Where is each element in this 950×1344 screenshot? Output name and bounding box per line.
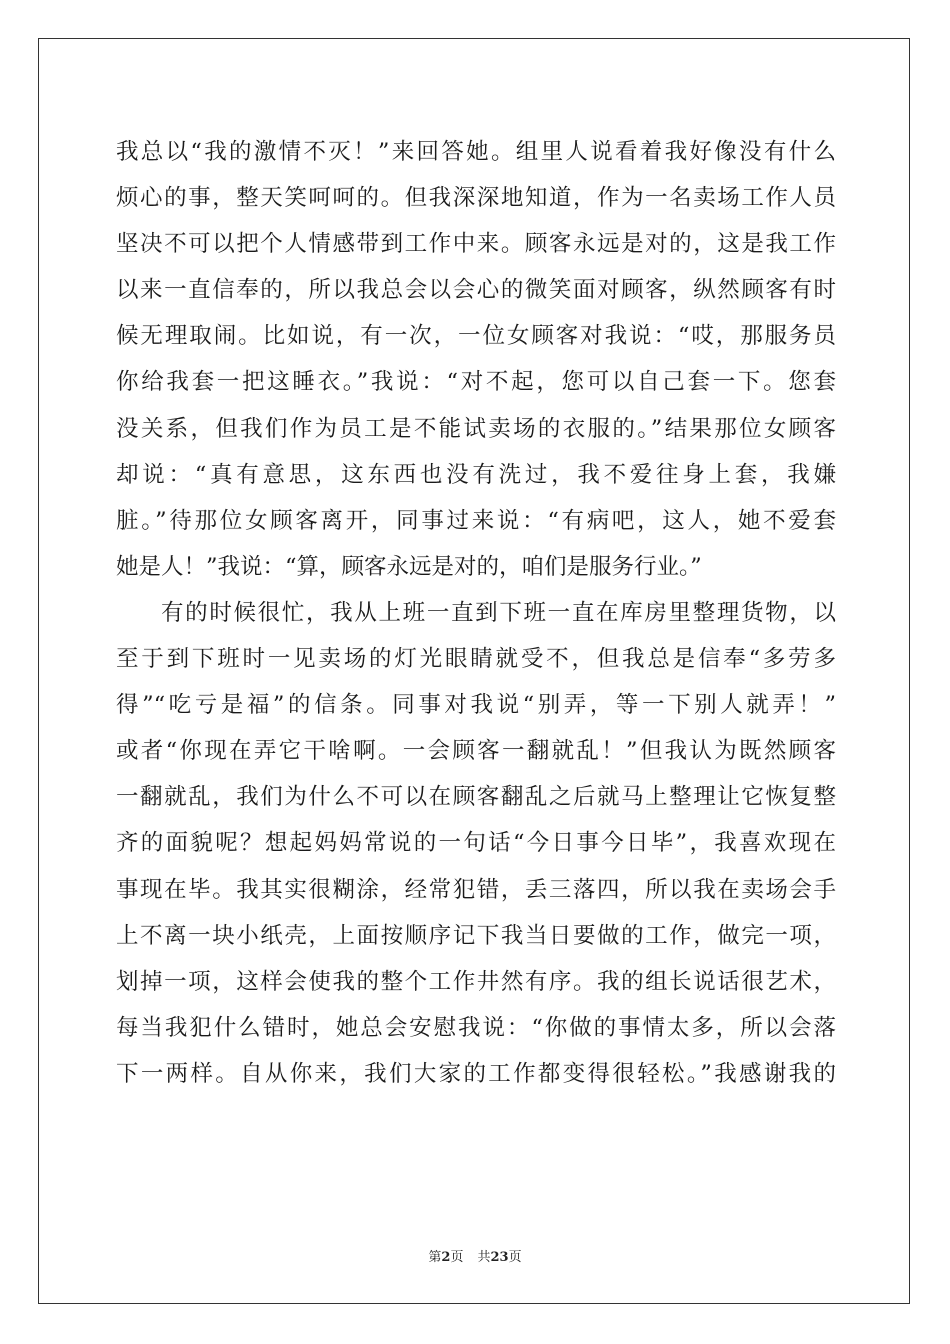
text-line: 上不离一块小纸壳，上面按顺序记下我当日要做的工作，做完一项， [116,922,836,949]
text-line: 你给我套一把这睡衣。”我说：“对不起，您可以自己套一下。您套 [116,369,836,396]
text-line: 每当我犯什么错时，她总会安慰我说：“你做的事情太多，所以会落 [116,1014,836,1041]
page-number: 2 [441,1250,451,1265]
text-line: 没关系，但我们作为员工是不能试卖场的衣服的。”结果那位女顾客 [116,415,836,442]
document-body [116,129,836,1097]
text-line: 她是人！”我说：“算，顾客永远是对的，咱们是服务行业。” [116,553,702,580]
total-pages: 23 [490,1250,509,1265]
text-line: 下一两样。自从你来，我们大家的工作都变得很轻松。”我感谢我的 [116,1060,836,1087]
text-line: 齐的面貌呢？想起妈妈常说的一句话“今日事今日毕”，我喜欢现在 [116,830,836,857]
page-suffix: 页 [450,1250,464,1265]
page-footer [0,1246,950,1265]
text-line: 至于到下班时一见卖场的灯光眼睛就受不，但我总是信奉“多劳多 [116,646,836,673]
text-line: 得”“吃亏是福”的信条。同事对我说“别弄，等一下别人就弄！” [116,692,836,719]
text-line: 坚决不可以把个人情感带到工作中来。顾客永远是对的，这是我工作 [116,231,836,258]
text-line: 烦心的事，整天笑呵呵的。但我深深地知道，作为一名卖场工作人员 [116,185,836,212]
page-prefix: 第 [428,1250,442,1265]
total-prefix: 共 [477,1250,491,1265]
text-line: 脏。”待那位女顾客离开，同事过来说：“有病吧，这人，她不爱套 [116,507,836,534]
text-line: 却说：“真有意思，这东西也没有洗过，我不爱往身上套，我嫌 [116,461,836,488]
text-line: 事现在毕。我其实很糊涂，经常犯错，丢三落四，所以我在卖场会手 [116,876,836,903]
total-suffix: 页 [508,1250,522,1265]
text-line: 或者“你现在弄它干啥啊。一会顾客一翻就乱！”但我认为既然顾客 [116,738,836,765]
text-line: 以来一直信奉的，所以我总会以会心的微笑面对顾客，纵然顾客有时 [116,277,836,304]
text-line: 我总以“我的激情不灭！”来回答她。组里人说看着我好像没有什么 [116,139,836,165]
text-line: 有的时候很忙，我从上班一直到下班一直在库房里整理货物，以 [161,599,836,626]
text-line: 划掉一项，这样会使我的整个工作井然有序。我的组长说话很艺术， [116,968,836,995]
text-line: 候无理取闹。比如说，有一次，一位女顾客对我说：“哎，那服务员 [116,323,836,350]
text-line: 一翻就乱，我们为什么不可以在顾客翻乱之后就马上整理让它恢复整 [116,784,836,811]
